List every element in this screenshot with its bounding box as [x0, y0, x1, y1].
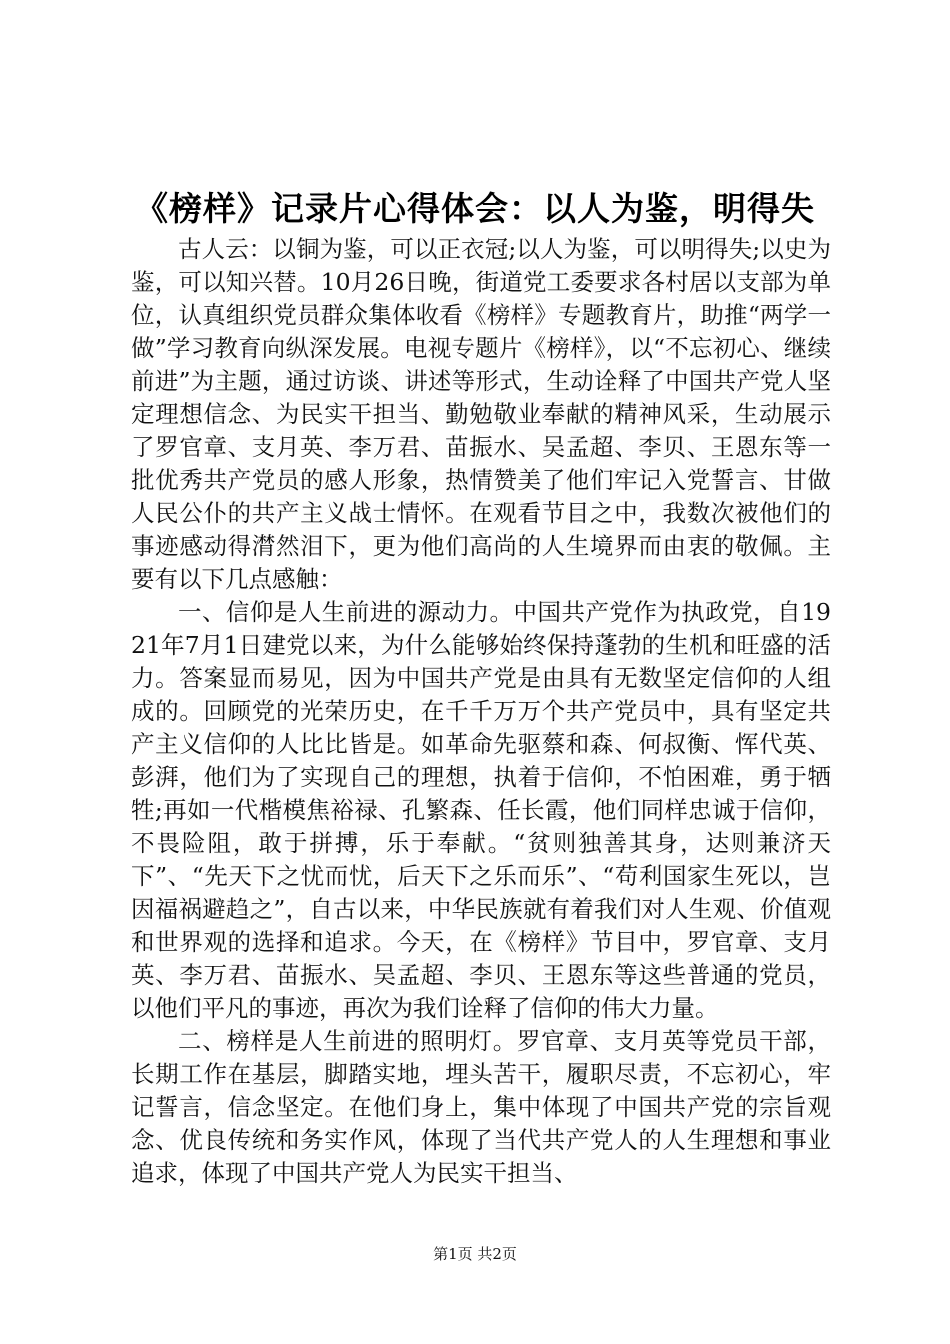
document-body — [131, 233, 831, 1190]
page-number-footer: 第1页 共2页 — [433, 1245, 517, 1263]
paragraph-intro: 古人云：以铜为鉴，可以正衣冠;以人为鉴，可以明得失;以史为鉴，可以知兴替。10月26日晚，街道党工委要求各村居以支部为单位，认真组织党员群众集体收看《榜样》专题教育片，助推“两学一做”学习教育向纵深发展。电视专题片《榜样》，以“不忘初心、继续前进”为主题，通过访谈、讲述等形式，生动诠释了中国共产党人坚定理想信念、为民实干担当、勤勉敬业奉献的精神风采，生动展示了罗官章、支月英、李万君、苗振水、吴孟超、李贝、王恩东等一批优秀共产党员的感人形象，热情赞美了他们牢记入党誓言、甘做人民公仆的共产主义战士情怀。在观看节目之中，我数次被他们的事迹感动得潸然泪下，更为他们高尚的人生境界而由衷的敬佩。主要有以下几点感触： — [131, 235, 831, 593]
paragraph-section-two: 二、榜样是人生前进的照明灯。罗官章、支月英等党员干部，长期工作在基层，脚踏实地，埋头苦干，履职尽责，不忘初心，牢记誓言，信念坚定。在他们身上，集中体现了中国共产党的宗旨观念、优良传统和务实作风，体现了当代共产党人的人生理想和事业追求，体现了中国共产党人为民实干担当、 — [131, 1027, 831, 1187]
paragraph-section-one: 一、信仰是人生前进的源动力。中国共产党作为执政党，自1921年7月1日建党以来，为什么能够始终保持蓬勃的生机和旺盛的活力。答案显而易见，因为中国共产党是由具有无数坚定信仰的人组成的。回顾党的光荣历史，在千千万万个共产党员中，具有坚定共产主义信仰的人比比皆是。如革命先驱蔡和森、何叔衡、恽代英、彭湃，他们为了实现自己的理想，执着于信仰，不怕困难，勇于牺牲;再如一代楷模焦裕禄、孔繁森、任长霞，他们同样忠诚于信仰，不畏险阻，敢于拼搏，乐于奉献。“贫则独善其身，达则兼济天下”、“先天下之忧而忧，后天下之乐而乐”、“苟利国家生死以，岂因福祸避趋之”，自古以来，中华民族就有着我们对人生观、价值观和世界观的选择和追求。今天，在《榜样》节目中，罗官章、支月英、李万君、苗振水、吴孟超、李贝、王恩东等这些普通的党员，以他们平凡的事迹，再次为我们诠释了信仰的伟大力量。 — [131, 598, 831, 1022]
document-title: 《榜样》记录片心得体会：以人为鉴，明得失 — [135, 189, 815, 228]
